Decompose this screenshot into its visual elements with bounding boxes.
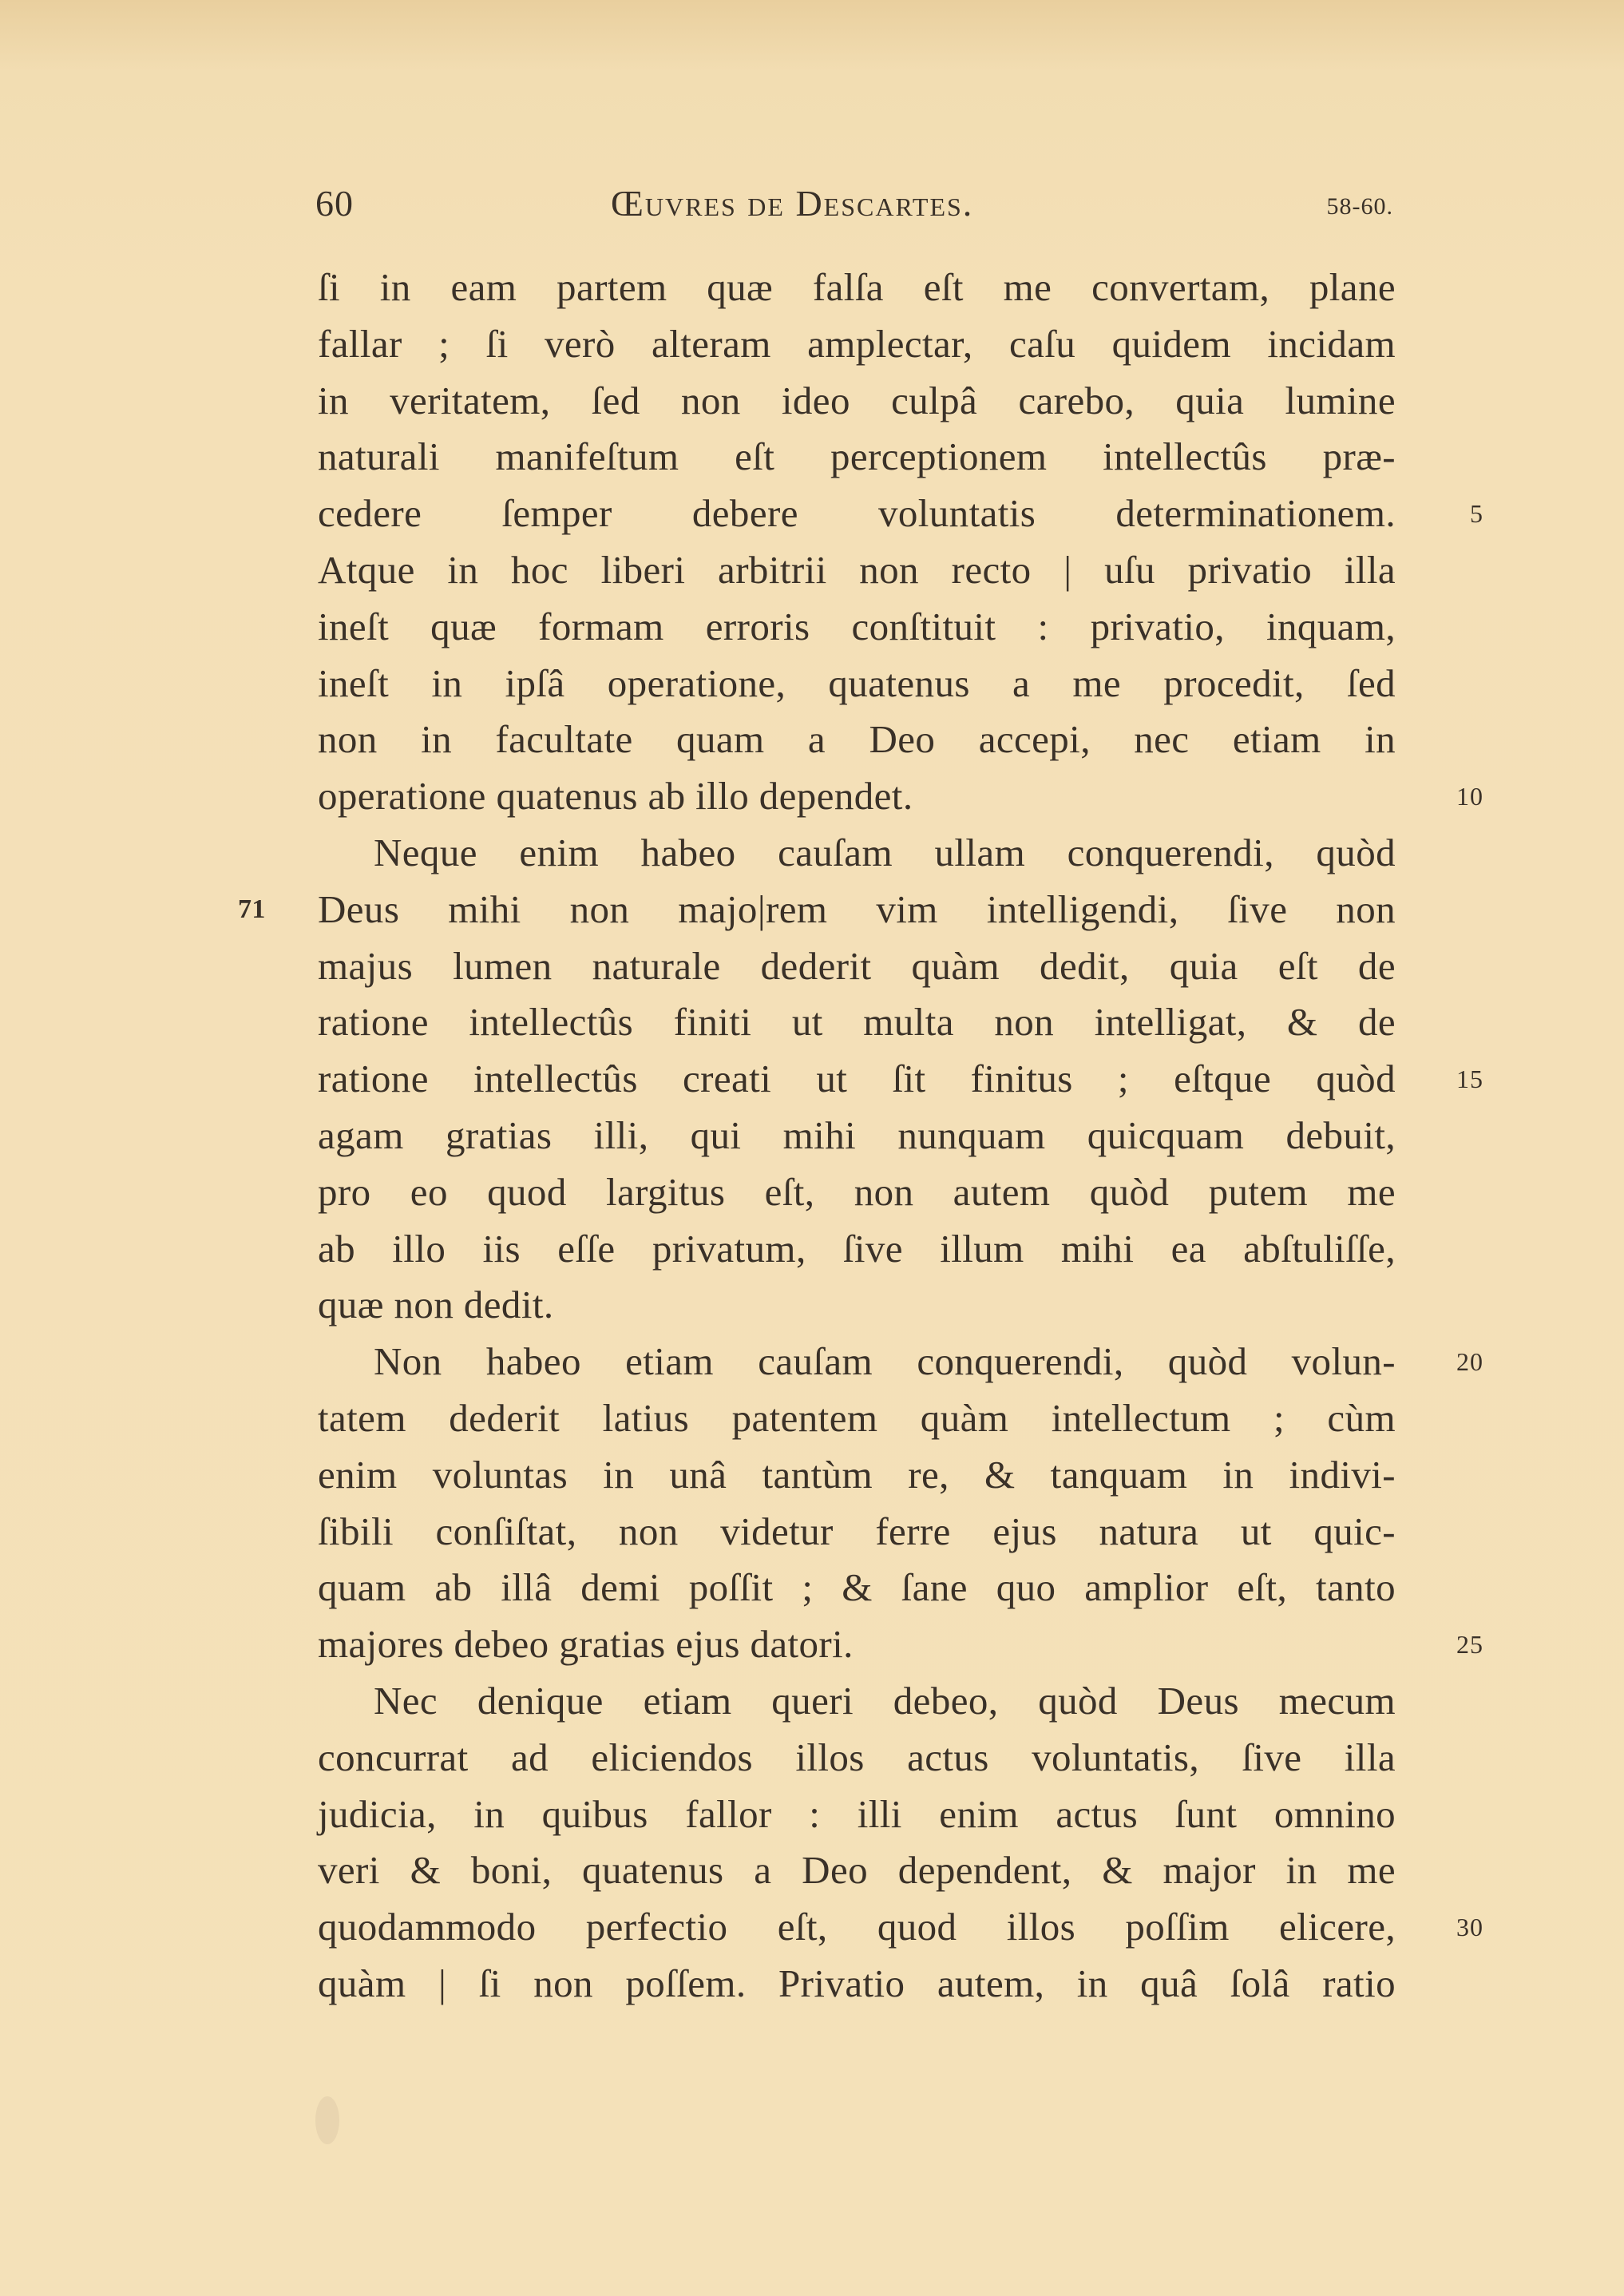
text-line <box>318 1842 1396 1899</box>
text-line <box>318 994 1396 1051</box>
text-line <box>318 1786 1396 1843</box>
text-line <box>318 316 1396 373</box>
line-text: quæ non dedit. <box>318 1283 554 1327</box>
running-title: Œuvres de Descartes. <box>611 183 974 224</box>
line-text: cedere ſemper debere voluntatis determinationem. <box>318 491 1396 536</box>
page-header <box>315 182 1393 238</box>
line-text: quàm | ſi non poſſem. Privatio autem, in quâ ſolâ ratio <box>318 1961 1396 2005</box>
line-text: operatione quatenus ab illo dependet. <box>318 774 913 819</box>
line-text: veri & boni, quatenus a Deo dependent, & major in me <box>318 1848 1396 1893</box>
text-line <box>318 1956 1396 2012</box>
line-text: pro eo quod largitus eſt, non autem quòd putem me <box>318 1169 1396 1214</box>
text-line <box>318 1108 1396 1164</box>
line-text: concurrat ad eliciendos illos actus voluntatis, ſive illa <box>318 1735 1396 1779</box>
text-line <box>318 1447 1396 1504</box>
line-text: naturali manifeſtum eſt perceptionem intellectûs præ- <box>318 434 1396 479</box>
text-line <box>318 373 1396 430</box>
line-text: ratione intellectûs creati ut ſit finitus ; eſtque quòd <box>318 1057 1396 1101</box>
text-line <box>318 1560 1396 1616</box>
line-number-marker: 5 <box>1470 499 1483 529</box>
text-line <box>318 599 1396 656</box>
text-line <box>318 1164 1396 1221</box>
text-line <box>318 656 1396 712</box>
line-text: fallar ; ſi verò alteram amplectar, caſu quidem incidam <box>318 321 1396 366</box>
text-line <box>318 429 1396 486</box>
line-number-marker: 25 <box>1456 1630 1483 1660</box>
text-line <box>318 768 1483 825</box>
line-text: quodammodo perfectio eſt, quod illos poſſim elicere, <box>318 1905 1396 1949</box>
text-line <box>318 712 1396 768</box>
line-text: Non habeo etiam cauſam conquerendi, quòd volun- <box>374 1339 1396 1384</box>
text-line <box>238 882 1396 938</box>
text-line <box>318 1504 1396 1560</box>
body-text <box>238 260 1483 2012</box>
text-line <box>318 1673 1396 1730</box>
text-line <box>318 1899 1483 1956</box>
text-line <box>318 1051 1483 1108</box>
page-range: 58-60. <box>1326 193 1393 220</box>
text-line <box>318 486 1483 542</box>
line-text: agam gratias illi, qui mihi nunquam quicquam debuit, <box>318 1112 1396 1157</box>
text-line <box>318 938 1396 995</box>
line-text: Deus mihi non majo|rem vim intelligendi, ſive non <box>318 886 1396 931</box>
text-line <box>318 1221 1396 1278</box>
text-line <box>318 1390 1396 1447</box>
line-number-marker: 10 <box>1456 782 1483 811</box>
line-text: ratione intellectûs finiti ut multa non intelligat, & de <box>318 1000 1396 1045</box>
text-line <box>318 542 1396 599</box>
line-text: enim voluntas in unâ tantùm re, & tanquam in indivi- <box>318 1452 1396 1497</box>
margin-page-marker: 71 <box>238 894 266 924</box>
text-line <box>318 1730 1396 1786</box>
line-text: Neque enim habeo cauſam ullam conquerendi, quòd <box>374 830 1396 874</box>
line-text: ineſt in ipſâ operatione, quatenus a me procedit, ſed <box>318 660 1396 705</box>
page-number: 60 <box>315 183 354 224</box>
line-text: Atque in hoc liberi arbitrii non recto | uſu privatio illa <box>318 547 1396 592</box>
line-text: ſi in eam partem quæ falſa eſt me convertam, plane <box>318 265 1396 309</box>
line-text: ab illo iis eſſe privatum, ſive illum mihi ea abſtuliſſe, <box>318 1226 1396 1271</box>
line-number-marker: 30 <box>1456 1913 1483 1942</box>
line-text: judicia, in quibus fallor : illi enim actus ſunt omnino <box>318 1791 1396 1836</box>
line-text: ineſt quæ formam erroris conſtituit : privatio, inquam, <box>318 604 1396 648</box>
line-text: majores debeo gratias ejus datori. <box>318 1622 854 1667</box>
line-text: quam ab illâ demi poſſit ; & ſane quo amplior eſt, tanto <box>318 1565 1396 1610</box>
line-text: Nec denique etiam queri debeo, quòd Deus mecum <box>374 1678 1396 1723</box>
line-text: tatem dederit latius patentem quàm intellectum ; cùm <box>318 1395 1396 1440</box>
text-line <box>318 1616 1483 1673</box>
line-text: majus lumen naturale dederit quàm dedit, quia eſt de <box>318 943 1396 988</box>
text-line <box>318 1334 1483 1390</box>
line-text: non in facultate quam a Deo accepi, nec etiam in <box>318 717 1396 762</box>
text-line <box>318 825 1396 882</box>
line-text: in veritatem, ſed non ideo culpâ carebo, quia lumine <box>318 378 1396 422</box>
text-line <box>318 260 1396 316</box>
text-line <box>318 1277 1396 1334</box>
line-number-marker: 20 <box>1456 1347 1483 1377</box>
line-text: ſibili conſiſtat, non videtur ferre ejus natura ut quic- <box>318 1509 1396 1553</box>
line-number-marker: 15 <box>1456 1065 1483 1094</box>
page-smudge <box>315 2096 339 2144</box>
